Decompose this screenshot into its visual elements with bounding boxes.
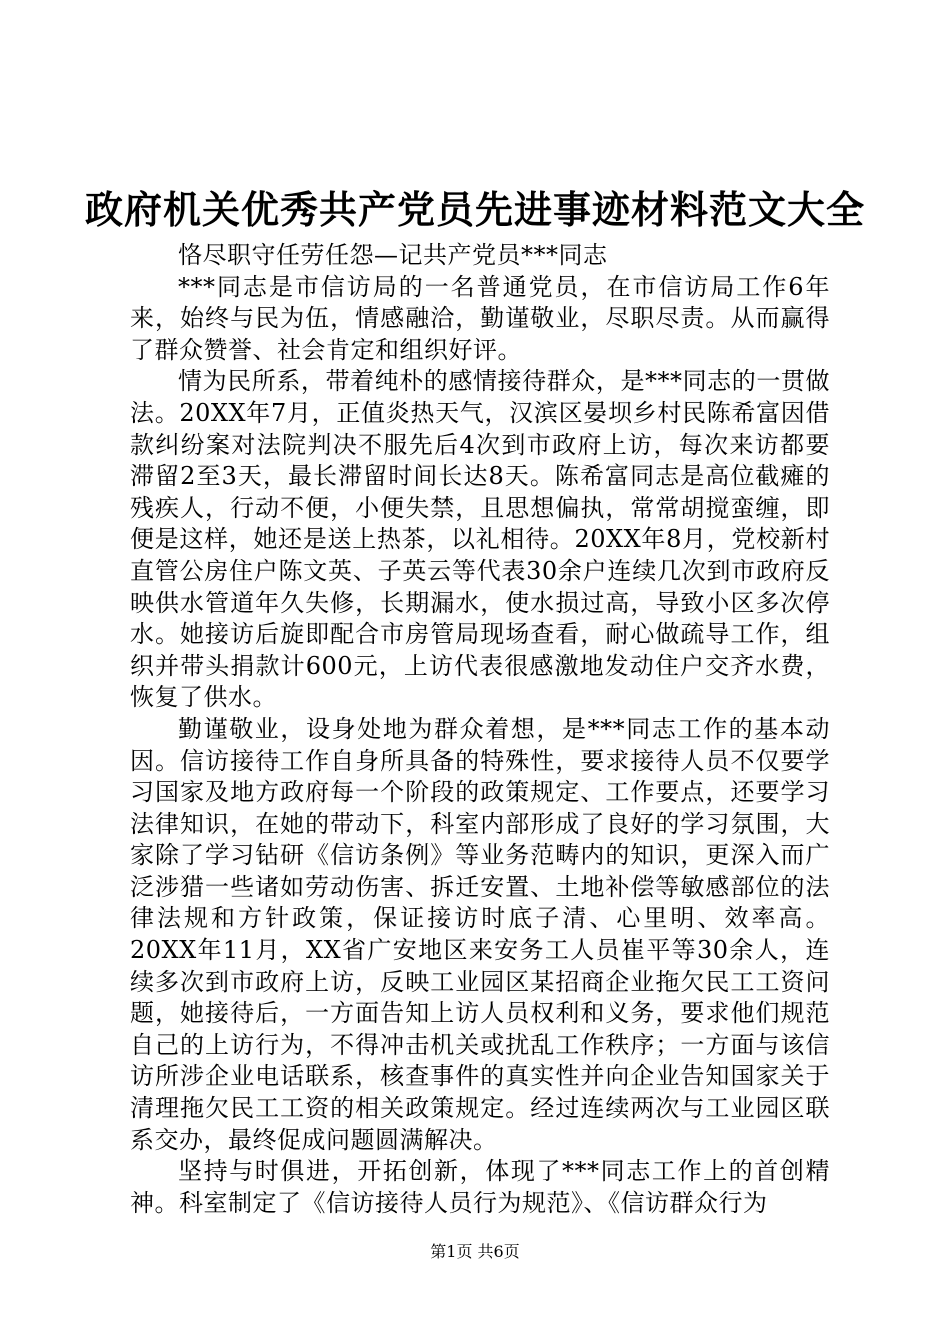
body-paragraph: 情为民所系，带着纯朴的感情接待群众，是***同志的一贯做法。20XX年7月，正值炎热天气，汉滨区晏坝乡村民陈希富因借款纠纷案对法院判决不服先后4次到市政府上访，每次来访都要滞留2至3天，最长滞留时间长达8天。陈希富同志是高位截瘫的残疾人，行动不便，小便失禁，且思想偏执，常常胡搅蛮缠，即便是这样，她还是送上热茶，以礼相待。20XX年8月，党校新村直管公房住户陈文英、子英云等代表30余户连续几次到市政府反映供水管道年久失修，长期漏水，使水损过高，导致小区多次停水。她接访后旋即配合市房管局现场查看，耐心做疏导工作，组织并带头捐款计600元，上访代表很感激地发动住户交齐水费，恢复了供水。 [130,367,830,712]
body-paragraph: 坚持与时俱进，开拓创新，体现了***同志工作上的首创精神。科室制定了《信访接待人员行为规范》、《信访群众行为 [130,1157,830,1217]
body-paragraph: ***同志是市信访局的一名普通党员，在市信访局工作6年来，始终与民为伍，情感融洽，勤谨敬业，尽职尽责。从而赢得了群众赞誉、社会肯定和组织好评。 [130,272,830,364]
document-body [130,240,830,1219]
page-number-footer: 第1页 共6页 [430,1242,520,1261]
subtitle-paragraph: 恪尽职守任劳任怨—记共产党员***同志 [178,241,608,269]
body-paragraph: 勤谨敬业，设身处地为群众着想，是***同志工作的基本动因。信访接待工作自身所具备的特殊性，要求接待人员不仅要学习国家及地方政府每一个阶段的政策规定、工作要点，还要学习法律知识，在她的带动下，科室内部形成了良好的学习氛围，大家除了学习钻研《信访条例》等业务范畴内的知识，更深入而广泛涉猎一些诸如劳动伤害、拆迁安置、土地补偿等敏感部位的法律法规和方针政策，保证接访时底子清、心里明、效率高。20XX年11月，XX省广安地区来安务工人员崔平等30余人，连续多次到市政府上访，反映工业园区某招商企业拖欠民工工资问题，她接待后，一方面告知上访人员权利和义务，要求他们规范自己的上访行为，不得冲击机关或扰乱工作秩序；一方面与该信访所涉企业电话联系，核查事件的真实性并向企业告知国家关于清理拖欠民工工资的相关政策规定。经过连续两次与工业园区联系交办，最终促成问题圆满解决。 [130,714,830,1154]
document-title: 政府机关优秀共产党员先进事迹材料范文大全 [84,187,865,232]
